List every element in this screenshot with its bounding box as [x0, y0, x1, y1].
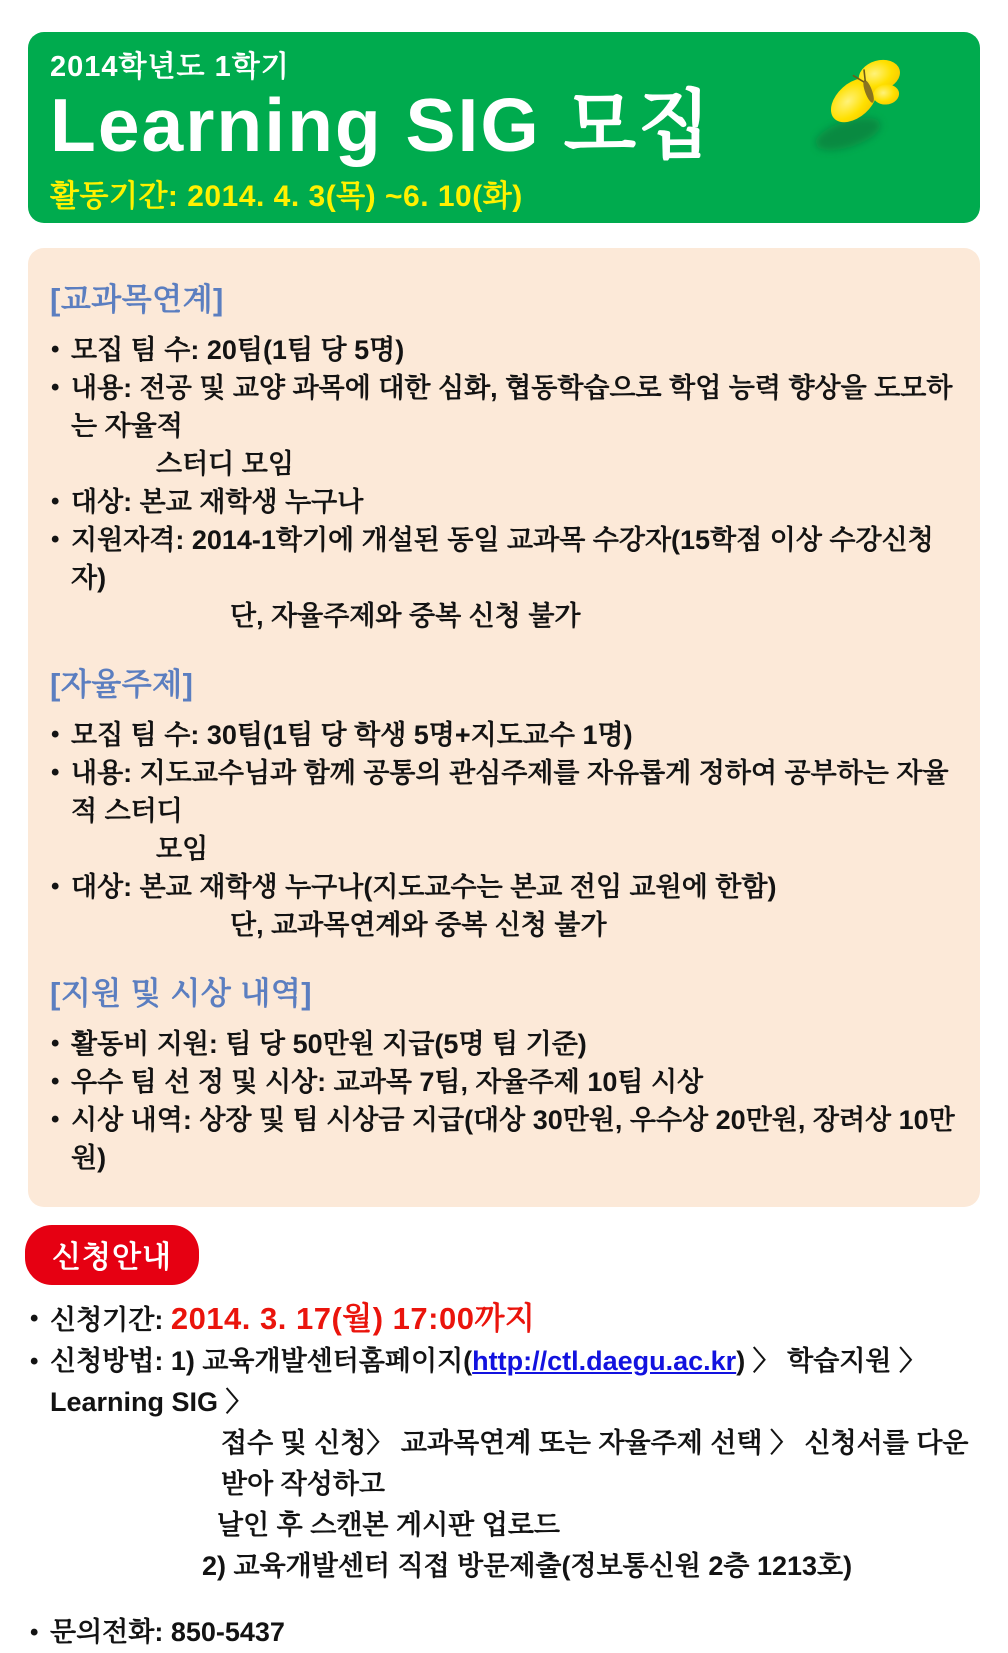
- info-line: • 대상: 본교 재학생 누구나(지도교수는 본교 전임 교원에 한함): [44, 868, 956, 906]
- method-continuation: 접수 및 신청〉 교과목연계 또는 자율주제 선택 〉 신청서를 다운받아 작성하고: [221, 1428, 969, 1499]
- contact-phone-line: • 문의전화: 850-5437: [25, 1612, 980, 1653]
- method-continuation: 날인 후 스캔본 게시판 업로드: [217, 1510, 560, 1540]
- section-title: [교과목연계]: [50, 282, 224, 317]
- poster-header: [28, 32, 980, 223]
- butterfly-icon: [810, 42, 928, 160]
- info-line: • 지원자격: 2014-1학기에 개설된 동일 교과목 수강자(15학점 이상 수강신청자): [44, 521, 956, 597]
- section-support-awards: [44, 968, 956, 1177]
- info-line-continuation: 스터디 모임: [156, 449, 294, 479]
- application-method-line: [25, 1341, 980, 1423]
- application-guide: [25, 1225, 980, 1653]
- info-line: • 내용: 지도교수님과 함께 공통의 관심주제를 자유롭게 정하여 공부하는 자율적 스터디: [44, 754, 956, 830]
- section-title: [지원 및 시상 내역]: [50, 976, 313, 1011]
- activity-period: 활동기간: 2014. 4. 3(목) ~6. 10(화): [50, 179, 523, 213]
- section-free-topic: [44, 659, 956, 944]
- deadline-label: 신청기간:: [50, 1305, 171, 1335]
- info-line: • 시상 내역: 상장 및 팀 시상금 지급(대상 30만원, 우수상 20만원, 장려상 10만원): [44, 1101, 956, 1177]
- method-suffix: ) 〉 학습지원 〉 Learning SIG 〉: [50, 1346, 927, 1417]
- poster-title: Learning SIG 모집: [50, 83, 713, 167]
- method-continuation: 2) 교육개발센터 직접 방문제출(정보통신원 2층 1213호): [202, 1551, 853, 1581]
- semester-label: 2014학년도 1학기: [50, 51, 290, 83]
- info-line-continuation: 단, 교과목연계와 중복 신청 불가: [230, 910, 607, 940]
- info-line: • 활동비 지원: 팀 당 50만원 지급(5명 팀 기준): [44, 1025, 956, 1063]
- info-box: [28, 248, 980, 1207]
- info-line-continuation: 모임: [156, 834, 209, 864]
- info-line: • 우수 팀 선 정 및 시상: 교과목 7팀, 자율주제 10팀 시상: [44, 1063, 956, 1101]
- section-title: [자율주제]: [50, 667, 194, 702]
- info-line-continuation: 단, 자율주제와 중복 신청 불가: [230, 601, 581, 631]
- application-deadline-line: [25, 1298, 980, 1341]
- info-line: • 내용: 전공 및 교양 과목에 대한 심화, 협동학습으로 학업 능력 향상을 도모하는 자율적: [44, 369, 956, 445]
- application-guide-badge: 신청안내: [25, 1225, 199, 1285]
- info-line: • 모집 팀 수: 30팀(1팀 당 학생 5명+지도교수 1명): [44, 716, 956, 754]
- method-prefix: 신청방법: 1) 교육개발센터홈페이지(: [50, 1346, 473, 1376]
- info-line: • 모집 팀 수: 20팀(1팀 당 5명): [44, 331, 956, 369]
- ctl-homepage-link[interactable]: http://ctl.daegu.ac.kr: [472, 1346, 737, 1376]
- info-line: • 대상: 본교 재학생 누구나: [44, 483, 956, 521]
- deadline-value: 2014. 3. 17(월) 17:00까지: [170, 1301, 536, 1336]
- section-course-linked: [44, 274, 956, 635]
